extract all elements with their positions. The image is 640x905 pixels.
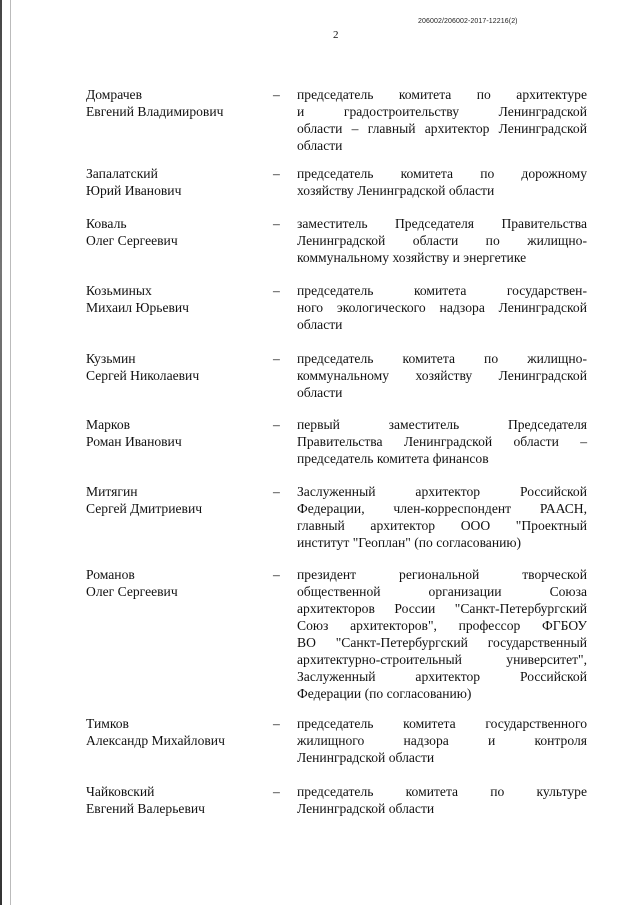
member-name bbox=[86, 566, 266, 600]
member-position bbox=[297, 483, 587, 551]
position-line: Союз архитекторов", профессор ФГБОУ bbox=[297, 618, 587, 633]
position-line: председатель комитета государствен- bbox=[297, 283, 587, 298]
position-line: председатель комитета государственного bbox=[297, 716, 587, 731]
position-line: архитектурно-строительный университет", bbox=[297, 652, 587, 667]
member-given-name: Евгений Валерьевич bbox=[86, 801, 205, 816]
position-line: коммунальному хозяйству и энергетике bbox=[297, 250, 527, 265]
position-line: институт "Геоплан" (по согласованию) bbox=[297, 535, 522, 550]
position-line: Ленинградской области bbox=[297, 750, 435, 765]
separator-dash: – bbox=[273, 216, 280, 231]
member-position bbox=[297, 715, 587, 766]
position-line: президент региональной творческой bbox=[297, 567, 587, 582]
member-position bbox=[297, 282, 587, 333]
member-given-name: Олег Сергеевич bbox=[86, 584, 178, 599]
member-surname: Митягин bbox=[86, 484, 138, 499]
position-line: коммунальному хозяйству Ленинградской bbox=[297, 368, 587, 383]
member-position bbox=[297, 566, 587, 702]
member-name bbox=[86, 783, 266, 817]
position-line: области – главный архитектор Ленинградской bbox=[297, 121, 587, 136]
member-surname: Запалатский bbox=[86, 166, 158, 181]
separator-dash: – bbox=[273, 87, 280, 102]
separator-dash: – bbox=[273, 784, 280, 799]
separator-dash: – bbox=[273, 716, 280, 731]
member-surname: Кузьмин bbox=[86, 351, 136, 366]
separator-dash: – bbox=[273, 166, 280, 181]
position-line: архитекторов России "Санкт-Петербургский bbox=[297, 601, 587, 616]
member-surname: Козьминых bbox=[86, 283, 152, 298]
member-name bbox=[86, 165, 266, 199]
member-name bbox=[86, 416, 266, 450]
member-name bbox=[86, 215, 266, 249]
member-name bbox=[86, 282, 266, 316]
position-line: ного экологического надзора Ленинградской bbox=[297, 300, 587, 315]
separator-dash: – bbox=[273, 351, 280, 366]
position-line: Ленинградской области bbox=[297, 801, 435, 816]
position-line: первый заместитель Председателя bbox=[297, 417, 587, 432]
member-given-name: Евгений Владимирович bbox=[86, 104, 224, 119]
scan-edge bbox=[0, 0, 2, 905]
separator-dash: – bbox=[273, 283, 280, 298]
position-line: Заслуженный архитектор Российской bbox=[297, 669, 587, 684]
position-line: Ленинградской области по жилищно- bbox=[297, 233, 587, 248]
page-number: 2 bbox=[333, 29, 339, 41]
member-position bbox=[297, 86, 587, 154]
separator-dash: – bbox=[273, 484, 280, 499]
separator-dash: – bbox=[273, 567, 280, 582]
position-line: Правительства Ленинградской области – bbox=[297, 434, 587, 449]
member-given-name: Михаил Юрьевич bbox=[86, 300, 190, 315]
position-line: председатель комитета по дорожному bbox=[297, 166, 587, 181]
member-position bbox=[297, 350, 587, 401]
position-line: заместитель Председателя Правительства bbox=[297, 216, 587, 231]
member-name bbox=[86, 715, 266, 749]
position-line: председатель комитета по архитектуре bbox=[297, 87, 587, 102]
member-given-name: Александр Михайлович bbox=[86, 733, 225, 748]
position-line: председатель комитета по культуре bbox=[297, 784, 587, 799]
position-line: хозяйству Ленинградской области bbox=[297, 183, 495, 198]
member-surname: Тимков bbox=[86, 716, 129, 731]
member-given-name: Сергей Дмитриевич bbox=[86, 501, 203, 516]
position-line: Федерации, член-корреспондент РААСН, bbox=[297, 501, 587, 516]
position-line: области bbox=[297, 385, 343, 400]
position-line: ВО "Санкт-Петербургский государственный bbox=[297, 635, 587, 650]
member-given-name: Роман Иванович bbox=[86, 434, 182, 449]
document-code: 206002/206002-2017-12216(2) bbox=[418, 18, 518, 25]
member-surname: Романов bbox=[86, 567, 135, 582]
position-line: Федерации (по согласованию) bbox=[297, 686, 472, 701]
member-name bbox=[86, 483, 266, 517]
member-name bbox=[86, 86, 266, 120]
member-position bbox=[297, 215, 587, 266]
member-given-name: Юрий Иванович bbox=[86, 183, 182, 198]
position-line: главный архитектор ООО "Проектный bbox=[297, 518, 587, 533]
member-position bbox=[297, 416, 587, 467]
position-line: председатель комитета финансов bbox=[297, 451, 489, 466]
position-line: области bbox=[297, 317, 343, 332]
member-given-name: Сергей Николаевич bbox=[86, 368, 200, 383]
position-line: и градостроительству Ленинградской bbox=[297, 104, 587, 119]
member-surname: Коваль bbox=[86, 216, 127, 231]
scan-edge-line bbox=[10, 0, 11, 905]
position-line: области bbox=[297, 138, 343, 153]
separator-dash: – bbox=[273, 417, 280, 432]
member-surname: Домрачев bbox=[86, 87, 142, 102]
position-line: Заслуженный архитектор Российской bbox=[297, 484, 587, 499]
member-position bbox=[297, 165, 587, 199]
member-given-name: Олег Сергеевич bbox=[86, 233, 178, 248]
member-surname: Чайковский bbox=[86, 784, 155, 799]
position-line: председатель комитета по жилищно- bbox=[297, 351, 587, 366]
position-line: жилищного надзора и контроля bbox=[297, 733, 587, 748]
member-name bbox=[86, 350, 266, 384]
member-surname: Марков bbox=[86, 417, 131, 432]
member-position bbox=[297, 783, 587, 817]
position-line: общественной организации Союза bbox=[297, 584, 587, 599]
